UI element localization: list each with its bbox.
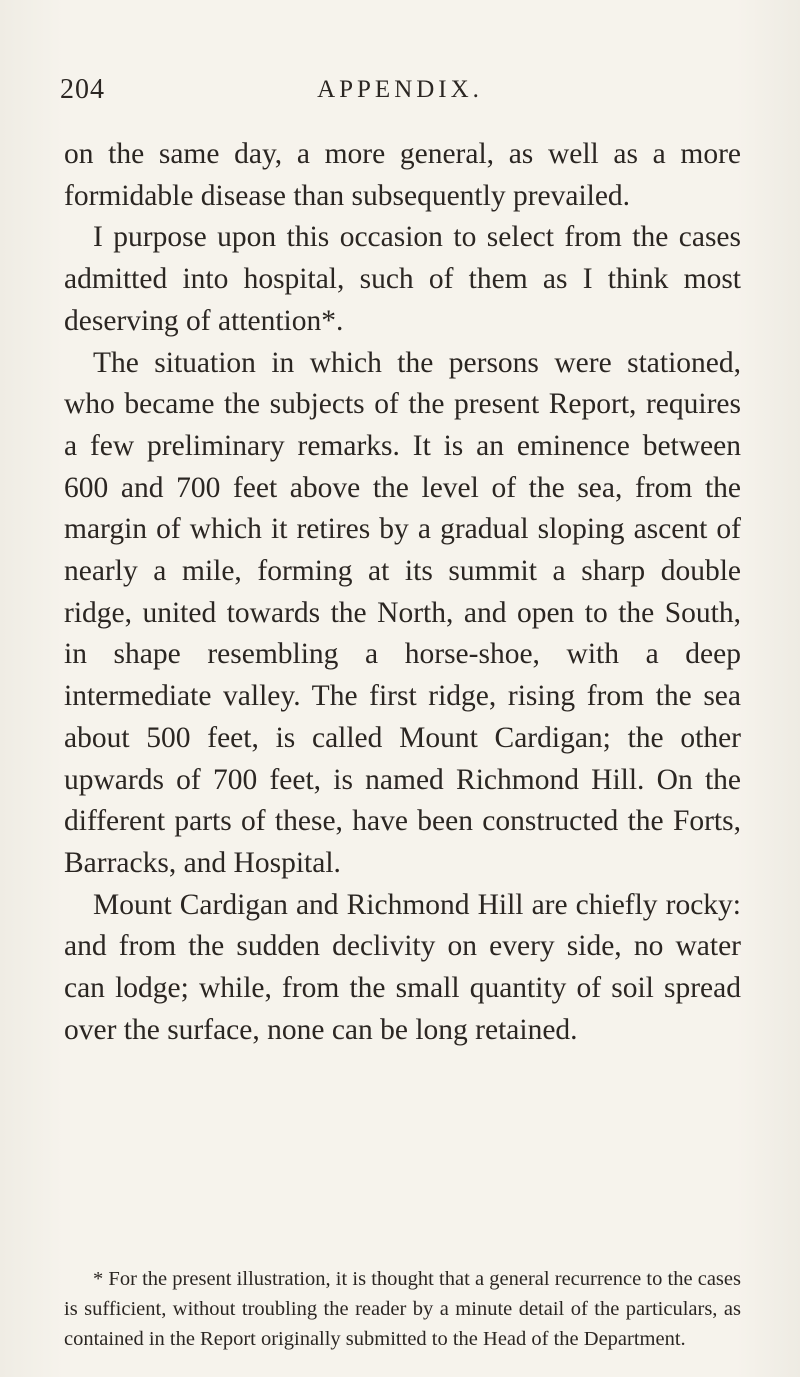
paragraph: Mount Cardigan and Richmond Hill are chiefly rocky: and from the sudden declivity on every side, no water can lodge; while, from the small quantity of soil spread over the surface, none can be long retained. [64, 888, 741, 1046]
page-number: 204 [60, 74, 105, 105]
paragraph-continuation: on the same day, a more general, as well as a more formidable disease than subsequently prevailed. [64, 138, 741, 212]
page-header [60, 74, 740, 114]
paragraph: I purpose upon this occasion to select from the cases admitted into hospital, such of them as I think most deserving of attention*. [64, 221, 741, 337]
body-text [64, 134, 741, 1051]
running-head: APPENDIX. [317, 76, 483, 103]
paragraph: The situation in which the persons were stationed, who became the subjects of the present Report, requires a few preliminary remarks. It is an eminence between 600 and 700 feet above the level of the sea, from the margin of which it retires by a gradual sloping ascent of nearly a mile, forming at its summit a sharp double ridge, united towards the North, and open to the South, in shape resembling a horse-shoe, with a deep intermediate valley. The first ridge, rising from the sea about 500 feet, is called Mount Cardigan; the other upwards of 700 feet, is named Richmond Hill. On the different parts of these, have been constructed the Forts, Barracks, and Hospital. [64, 346, 741, 879]
footnote: * For the present illustration, it is thought that a general recurrence to the cases is sufficient, without troubling the reader by a minute detail of the particulars, as contained in the Report originally submitted to the Head of the Department. [64, 1268, 741, 1350]
